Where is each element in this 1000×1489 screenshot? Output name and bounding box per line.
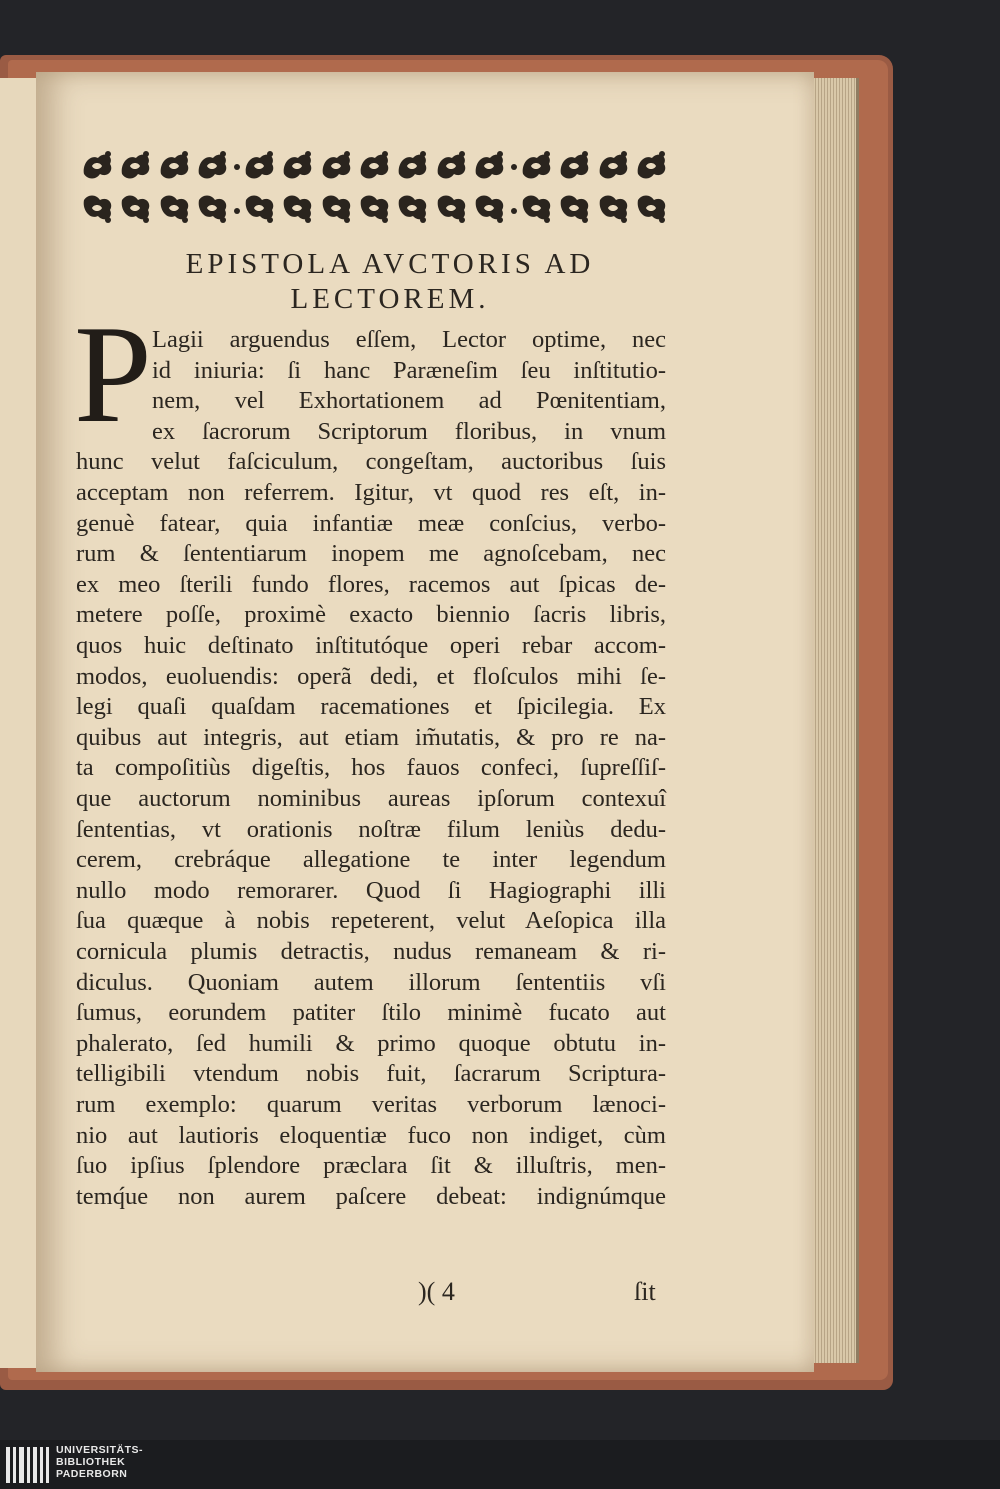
text-line: nullo modo remorarer. Quod ſi Hagiographi illi (76, 876, 666, 904)
text-line: telligibili vtendum nobis fuit, ſacrarum Scriptura- (76, 1060, 666, 1088)
fleuron-icon (319, 148, 355, 182)
library-logo-icon (4, 1443, 50, 1487)
text-line: ex ſacrorum Scriptorum floribus, in vnum (152, 417, 666, 445)
fleuron-icon (434, 148, 470, 182)
fleuron-icon (80, 192, 116, 226)
fleuron-icon (472, 148, 508, 182)
fleuron-icon (157, 148, 193, 182)
text-line: quos huic deſtinato inſtitutóque operi rebar accom- (76, 632, 666, 659)
fleuron-icon (634, 192, 670, 226)
heading-line-1: EPISTOLA AVCTORIS AD (185, 248, 595, 280)
library-name-line-3: PADERBORN (56, 1468, 128, 1480)
text-line: phalerato, ſed humili & primo quoque obtutu in- (76, 1029, 666, 1057)
text-line: cerem, crebráque allegatione te inter legendum (76, 846, 666, 874)
fleuron-icon (280, 148, 316, 182)
fleuron-icon (395, 148, 431, 182)
text-line: hunc velut faſciculum, congeſtam, auctoribus ſuis (76, 448, 666, 476)
ornament-dot (234, 208, 240, 214)
fleuron-icon (242, 192, 278, 226)
text-line: ſuo ipſius ſplendore præclara ſit & illuſtris, men- (76, 1152, 666, 1180)
fleuron-icon (118, 192, 154, 226)
fleuron-icon (557, 148, 593, 182)
fleuron-icon (195, 192, 231, 226)
fleuron-icon (118, 148, 154, 182)
text-line: quibus aut integris, aut etiam im̃utatis, & pro re na- (76, 723, 666, 751)
text-line: nem, vel Exhortationem ad Pœnitentiam, (152, 387, 666, 415)
text-line: modos, euoluendis: operã dedi, et floſculos mihi ſe- (76, 662, 666, 690)
library-name-line-1: UNIVERSITÄTS- (56, 1444, 144, 1456)
text-line: Lagii arguendus eſſem, Lector optime, nec (152, 326, 666, 353)
text-line: rum exemplo: quarum veritas verborum lænoci- (76, 1091, 666, 1118)
text-line: diculus. Quoniam autem illorum ſententiis vſi (76, 968, 666, 996)
fleuron-icon (395, 192, 431, 226)
text-line: acceptam non referrem. Igitur, vt quod res eſt, in- (76, 479, 666, 506)
library-footer-bar (0, 1440, 1000, 1489)
fleuron-icon (195, 148, 231, 182)
text-line: nio aut lautioris eloquentiæ fuco non indiget, cùm (76, 1121, 666, 1149)
fleuron-icon (596, 148, 632, 182)
text-line: cornicula plumis detractis, nudus remaneam & ri- (76, 938, 666, 965)
ornament-dot (511, 208, 517, 214)
heading-line-2: LECTOREM. (290, 283, 490, 315)
text-line: temq́ue non aurem paſcere debeat: indignúmque (76, 1182, 666, 1210)
fleuron-icon (596, 192, 632, 226)
fleuron-icon (472, 192, 508, 226)
fleuron-icon (157, 192, 193, 226)
fleuron-icon (519, 148, 555, 182)
fleuron-icon (557, 192, 593, 226)
fleuron-icon (319, 192, 355, 226)
text-line: id iniuria: ſi hanc Paræneſim ſeu inſtitutio- (152, 356, 666, 384)
text-line: genuè fatear, quia infantiæ meæ conſcius, verbo- (76, 509, 666, 537)
fleuron-icon (519, 192, 555, 226)
fleuron-icon (280, 192, 316, 226)
signature-mark: )( 4 (418, 1277, 455, 1306)
headpiece-ornament (80, 148, 670, 228)
ornament-dot (234, 164, 240, 170)
text-line: ſententias, vt orationis noſtræ filum leniùs dedu- (76, 815, 666, 843)
ornament-dot (511, 164, 517, 170)
fleuron-icon (357, 148, 393, 182)
text-line: ta compoſitiùs digeſtis, hos fauos confeci, ſupreſſiſ- (76, 754, 666, 782)
facing-page-edge (0, 78, 40, 1368)
fleuron-icon (634, 148, 670, 182)
text-line: que auctorum nominibus aureas ipſorum contexuî (76, 785, 666, 812)
fleuron-icon (434, 192, 470, 226)
library-name-line-2: BIBLIOTHEK (56, 1456, 126, 1468)
text-line: ex meo ſterili fundo flores, racemos aut ſpicas de- (76, 570, 666, 598)
text-line: legi quaſi quaſdam racemationes et ſpicilegia. Ex (76, 693, 666, 721)
fleuron-icon (242, 148, 278, 182)
catchword: ſit (634, 1277, 656, 1306)
text-line: ſumus, eorundem patiter ſtilo minimè fucato aut (76, 999, 666, 1027)
text-line: metere poſſe, proximè exacto biennio ſacris libris, (76, 601, 666, 629)
text-line: rum & ſententiarum inopem me agnoſcebam, nec (76, 540, 666, 568)
fleuron-icon (80, 148, 116, 182)
text-line: ſua quæque à nobis repeterent, velut Aeſopica illa (76, 907, 666, 935)
fleuron-icon (357, 192, 393, 226)
drop-cap: P (74, 297, 152, 452)
